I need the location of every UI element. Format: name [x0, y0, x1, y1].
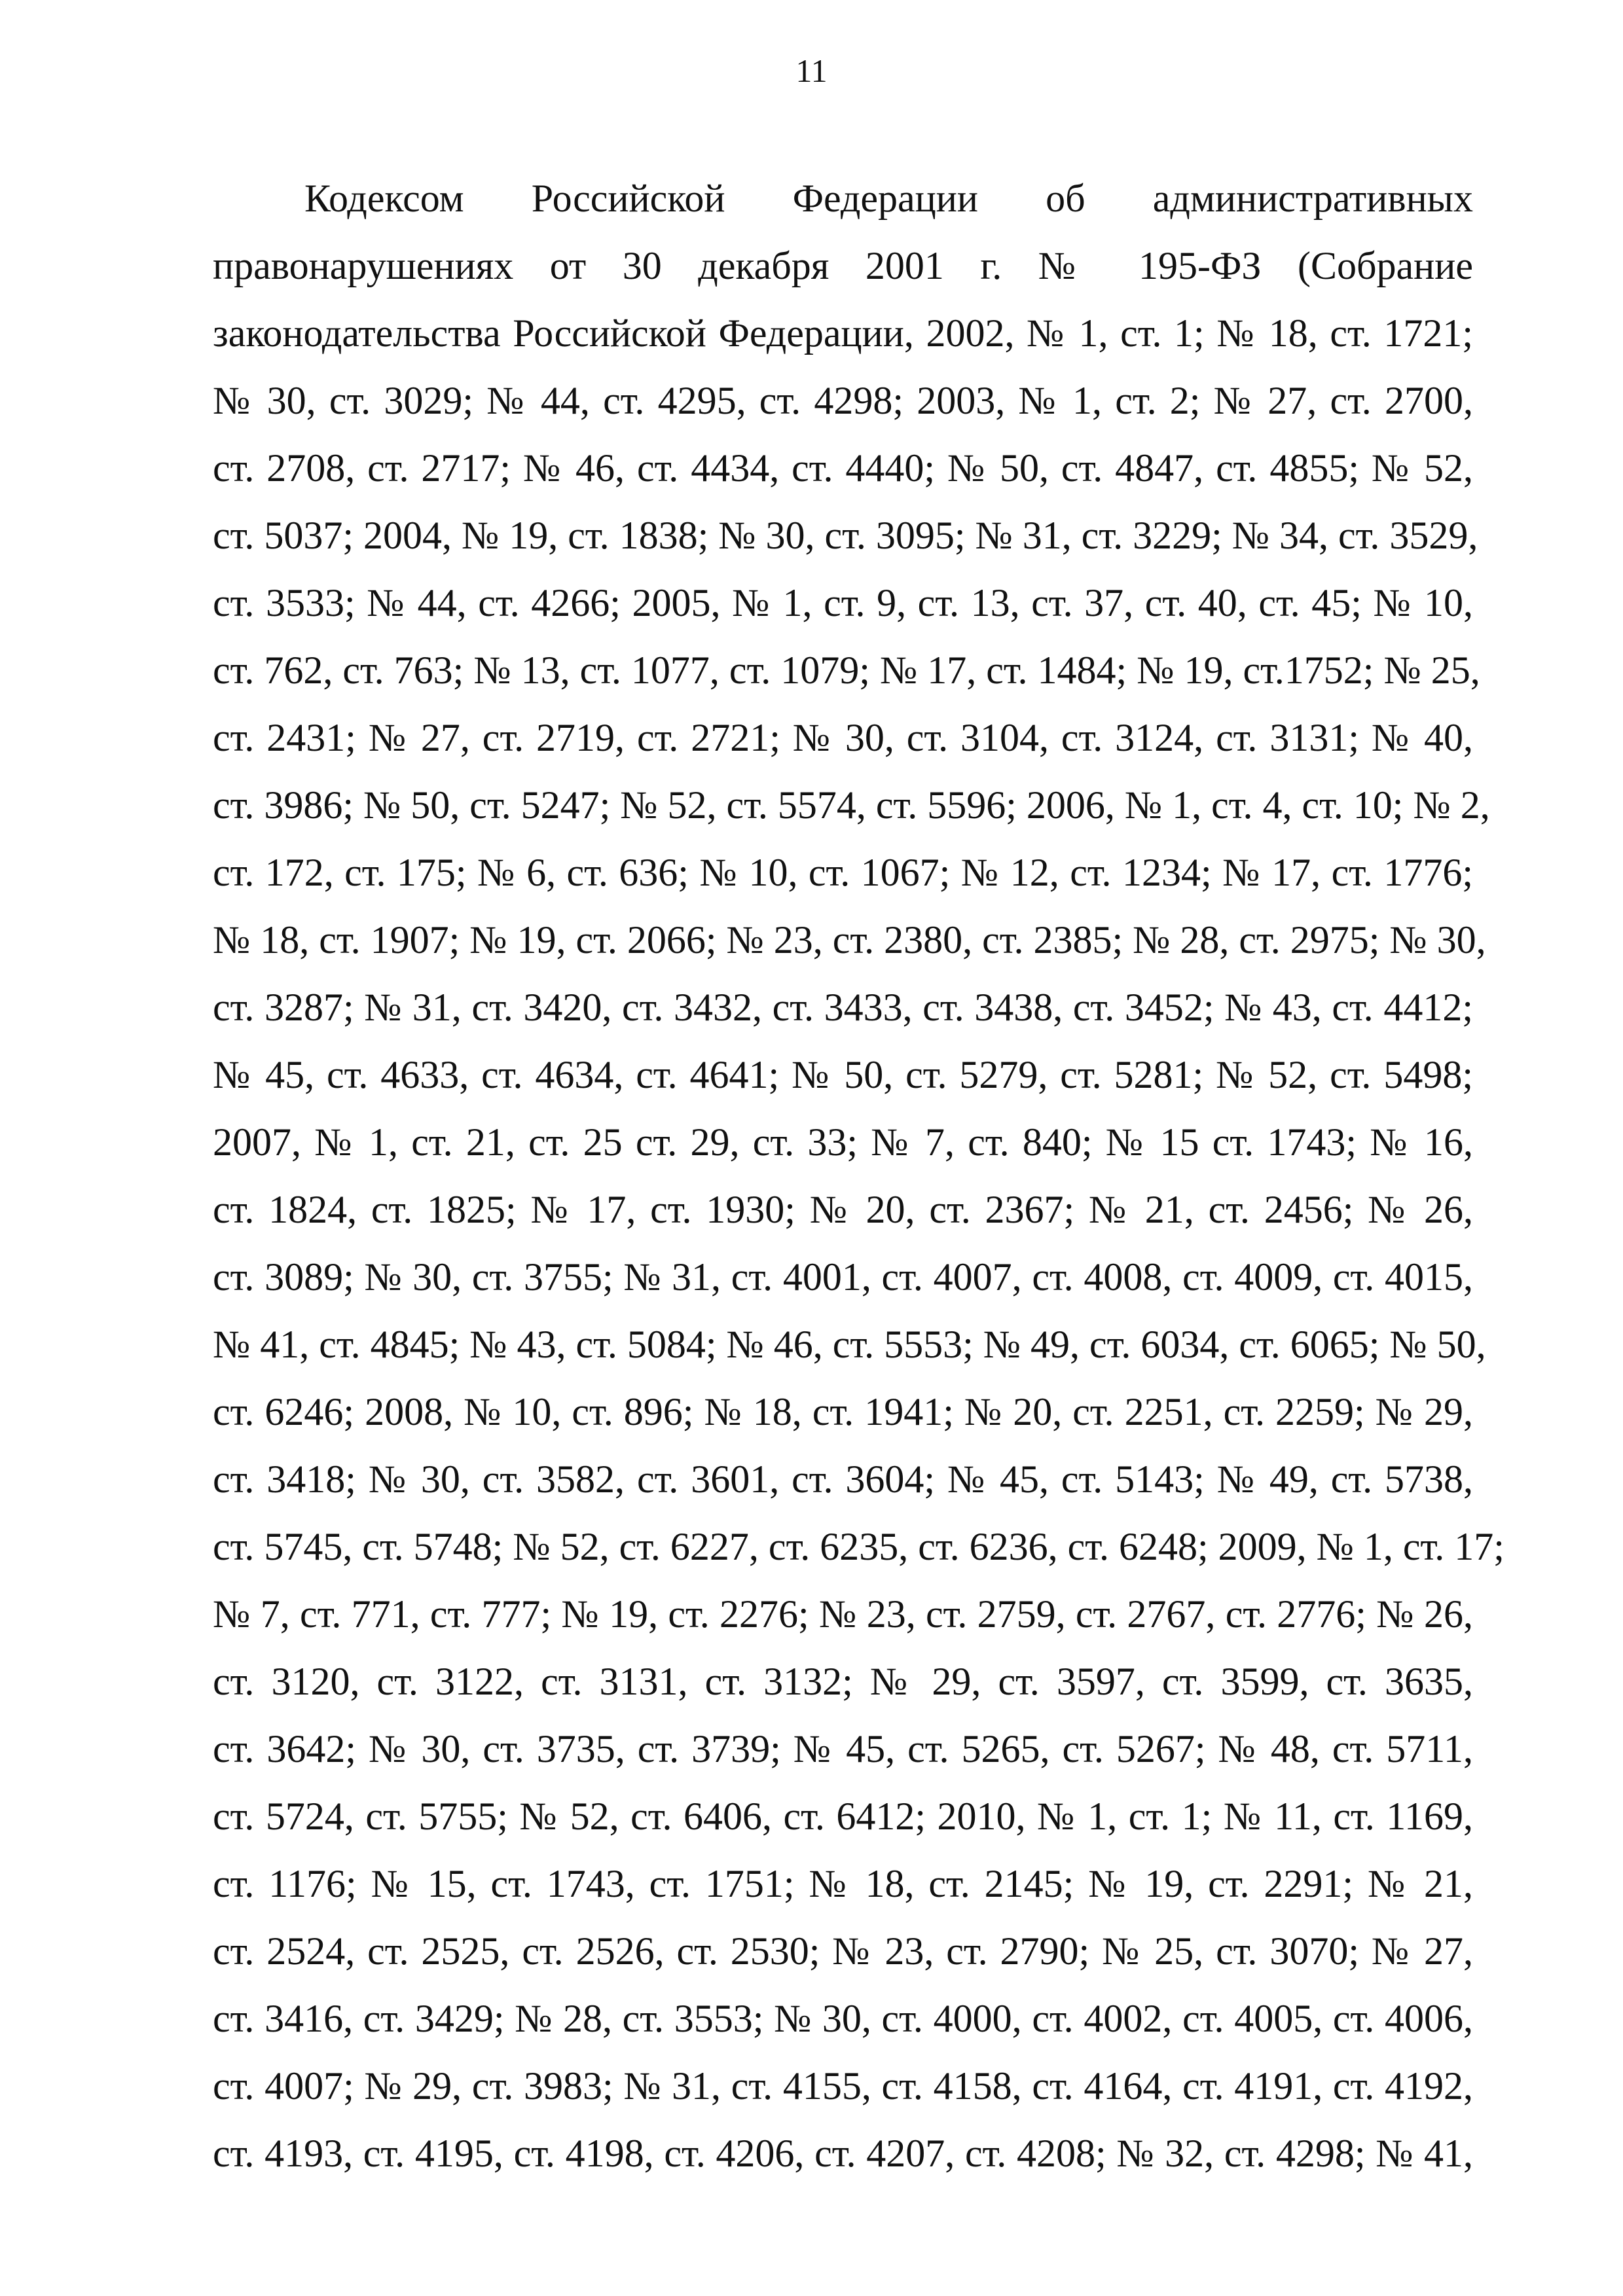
text-line: ст. 3416, ст. 3429; № 28, ст. 3553; № 30, ст. 4000, ст. 4002, ст. 4005, ст. 4006, [213, 1997, 1473, 2040]
text-line: № 18, ст. 1907; № 19, ст. 2066; № 23, ст. 2380, ст. 2385; № 28, ст. 2975; № 30, [213, 918, 1486, 961]
text-line: ст. 4193, ст. 4195, ст. 4198, ст. 4206, ст. 4207, ст. 4208; № 32, ст. 4298; № 41, [213, 2132, 1473, 2175]
text-line: № 41, ст. 4845; № 43, ст. 5084; № 46, ст. 5553; № 49, ст. 6034, ст. 6065; № 50, [213, 1323, 1486, 1366]
text-line: ст. 3533; № 44, ст. 4266; 2005, № 1, ст. 9, ст. 13, ст. 37, ст. 40, ст. 45; № 10, [213, 581, 1473, 624]
text-line: № 45, ст. 4633, ст. 4634, ст. 4641; № 50, ст. 5279, ст. 5281; № 52, ст. 5498; [213, 1053, 1473, 1096]
text-line: ст. 3986; № 50, ст. 5247; № 52, ст. 5574, ст. 5596; 2006, № 1, ст. 4, ст. 10; № 2, [213, 783, 1490, 827]
text-line: ст. 2708, ст. 2717; № 46, ст. 4434, ст. 4440; № 50, ст. 4847, ст. 4855; № 52, [213, 446, 1473, 490]
text-line: ст. 2431; № 27, ст. 2719, ст. 2721; № 30, ст. 3104, ст. 3124, ст. 3131; № 40, [213, 716, 1473, 759]
text-line: ст. 172, ст. 175; № 6, ст. 636; № 10, ст. 1067; № 12, ст. 1234; № 17, ст. 1776; [213, 851, 1473, 894]
text-line: ст. 4007; № 29, ст. 3983; № 31, ст. 4155, ст. 4158, ст. 4164, ст. 4191, ст. 4192, [213, 2064, 1473, 2108]
text-line: Кодексом Российской Федерации об административных [304, 177, 1473, 220]
text-line: ст. 5724, ст. 5755; № 52, ст. 6406, ст. 6412; 2010, № 1, ст. 1; № 11, ст. 1169, [213, 1795, 1473, 1838]
text-line: ст. 5037; 2004, № 19, ст. 1838; № 30, ст. 3095; № 31, ст. 3229; № 34, ст. 3529, [213, 514, 1478, 557]
text-line: № 30, ст. 3029; № 44, ст. 4295, ст. 4298; 2003, № 1, ст. 2; № 27, ст. 2700, [213, 379, 1473, 422]
text-line: правонарушениях от 30 декабря 2001 г. № 195-ФЗ (Собрание [213, 244, 1473, 287]
text-line: ст. 3642; № 30, ст. 3735, ст. 3739; № 45, ст. 5265, ст. 5267; № 48, ст. 5711, [213, 1727, 1473, 1770]
text-line: ст. 6246; 2008, № 10, ст. 896; № 18, ст. 1941; № 20, ст. 2251, ст. 2259; № 29, [213, 1390, 1473, 1433]
body-text [213, 165, 1504, 2187]
text-line: ст. 3287; № 31, ст. 3420, ст. 3432, ст. 3433, ст. 3438, ст. 3452; № 43, ст. 4412; [213, 986, 1473, 1029]
text-line: ст. 762, ст. 763; № 13, ст. 1077, ст. 1079; № 17, ст. 1484; № 19, ст.1752; № 25, [213, 649, 1480, 692]
text-line: ст. 3120, ст. 3122, ст. 3131, ст. 3132; № 29, ст. 3597, ст. 3599, ст. 3635, [213, 1660, 1473, 1703]
text-line: ст. 3418; № 30, ст. 3582, ст. 3601, ст. 3604; № 45, ст. 5143; № 49, ст. 5738, [213, 1458, 1473, 1501]
text-line: 2007, № 1, ст. 21, ст. 25 ст. 29, ст. 33; № 7, ст. 840; № 15 ст. 1743; № 16, [213, 1121, 1473, 1164]
text-line: ст. 1176; № 15, ст. 1743, ст. 1751; № 18, ст. 2145; № 19, ст. 2291; № 21, [213, 1862, 1473, 1905]
page-number: 11 [795, 52, 828, 89]
text-line: № 7, ст. 771, ст. 777; № 19, ст. 2276; № 23, ст. 2759, ст. 2767, ст. 2776; № 26, [213, 1592, 1473, 1636]
text-line: ст. 1824, ст. 1825; № 17, ст. 1930; № 20, ст. 2367; № 21, ст. 2456; № 26, [213, 1188, 1473, 1231]
text-line: ст. 5745, ст. 5748; № 52, ст. 6227, ст. 6235, ст. 6236, ст. 6248; 2009, № 1, ст. 17; [213, 1525, 1504, 1568]
text-line: законодательства Российской Федерации, 2002, № 1, ст. 1; № 18, ст. 1721; [213, 312, 1473, 355]
text-line: ст. 2524, ст. 2525, ст. 2526, ст. 2530; № 23, ст. 2790; № 25, ст. 3070; № 27, [213, 1929, 1473, 1973]
text-line: ст. 3089; № 30, ст. 3755; № 31, ст. 4001, ст. 4007, ст. 4008, ст. 4009, ст. 4015, [213, 1255, 1473, 1299]
